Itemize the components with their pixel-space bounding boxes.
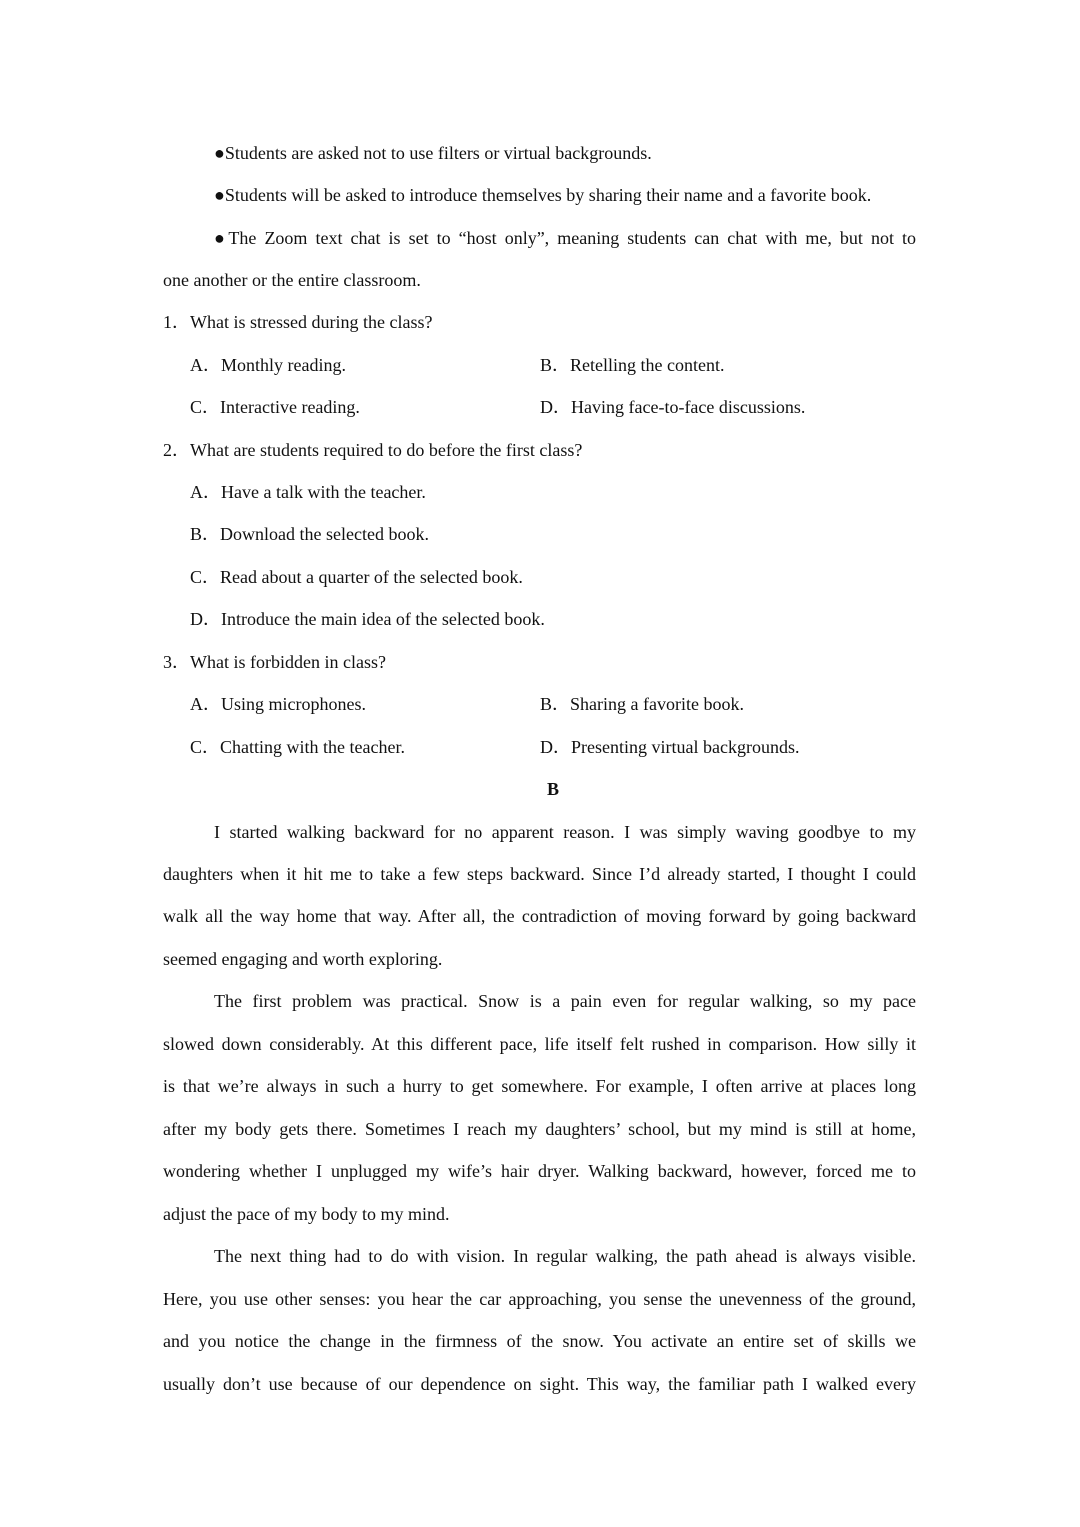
passage-line: The first problem was practical. Snow is a pain even for regular walking, so my pace [214, 991, 916, 1011]
question-1-option-b: B．Retelling the content. [540, 355, 725, 375]
passage-line: adjust the pace of my body to my mind. [163, 1204, 450, 1224]
question-3-stem: 3．What is forbidden in class? [163, 652, 386, 672]
question-1-option-a: A．Monthly reading. [190, 355, 346, 375]
question-3-option-d: D．Presenting virtual backgrounds. [540, 737, 800, 757]
bullet-introduce-themselves: ●Students will be asked to introduce themselves by sharing their name and a favorite book. [214, 185, 872, 205]
passage-line: wondering whether I unplugged my wife’s hair dryer. Walking backward, however, forced me to [163, 1161, 916, 1181]
passage-line: seemed engaging and worth exploring. [163, 949, 443, 969]
passage-line: walk all the way home that way. After all, the contradiction of moving forward by going backward [163, 906, 916, 926]
passage-line: is that we’re always in such a hurry to get somewhere. For example, I often arrive at places long [163, 1076, 916, 1096]
passage-line: The next thing had to do with vision. In regular walking, the path ahead is always visible. [214, 1246, 916, 1266]
question-1-option-c: C．Interactive reading. [190, 397, 360, 417]
question-1-option-d: D．Having face-to-face discussions. [540, 397, 806, 417]
question-2-option-d: D．Introduce the main idea of the selected book. [190, 609, 545, 629]
passage-line: daughters when it hit me to take a few steps backward. Since I’d already started, I thought I could [163, 864, 916, 884]
question-2-option-b: B．Download the selected book. [190, 524, 429, 544]
question-2-option-c: C．Read about a quarter of the selected book. [190, 567, 523, 587]
question-3-option-b: B．Sharing a favorite book. [540, 694, 744, 714]
passage-line: I started walking backward for no apparent reason. I was simply waving goodbye to my [214, 822, 916, 842]
bullet-no-filters: ●Students are asked not to use filters or virtual backgrounds. [214, 143, 652, 163]
question-2-option-a: A．Have a talk with the teacher. [190, 482, 426, 502]
question-2-stem: 2．What are students required to do before the first class? [163, 440, 583, 460]
bullet-text-chat: ●The Zoom text chat is set to “host only”, meaning students can chat with me, but not to [214, 228, 916, 248]
section-b-title: B [547, 779, 560, 799]
question-3-option-a: A．Using microphones. [190, 694, 366, 714]
passage-line: Here, you use other senses: you hear the car approaching, you sense the unevenness of the ground, [163, 1289, 916, 1309]
bullet-text-chat-continued: one another or the entire classroom. [163, 270, 421, 290]
question-1-stem: 1．What is stressed during the class? [163, 312, 433, 332]
passage-line: and you notice the change in the firmness of the snow. You activate an entire set of skills we [163, 1331, 916, 1351]
passage-line: slowed down considerably. At this different pace, life itself felt rushed in comparison. How silly it [163, 1034, 916, 1054]
passage-line: after my body gets there. Sometimes I reach my daughters’ school, but my mind is still at home, [163, 1119, 916, 1139]
question-3-option-c: C．Chatting with the teacher. [190, 737, 405, 757]
passage-line: usually don’t use because of our dependence on sight. This way, the familiar path I walked every [163, 1374, 916, 1394]
